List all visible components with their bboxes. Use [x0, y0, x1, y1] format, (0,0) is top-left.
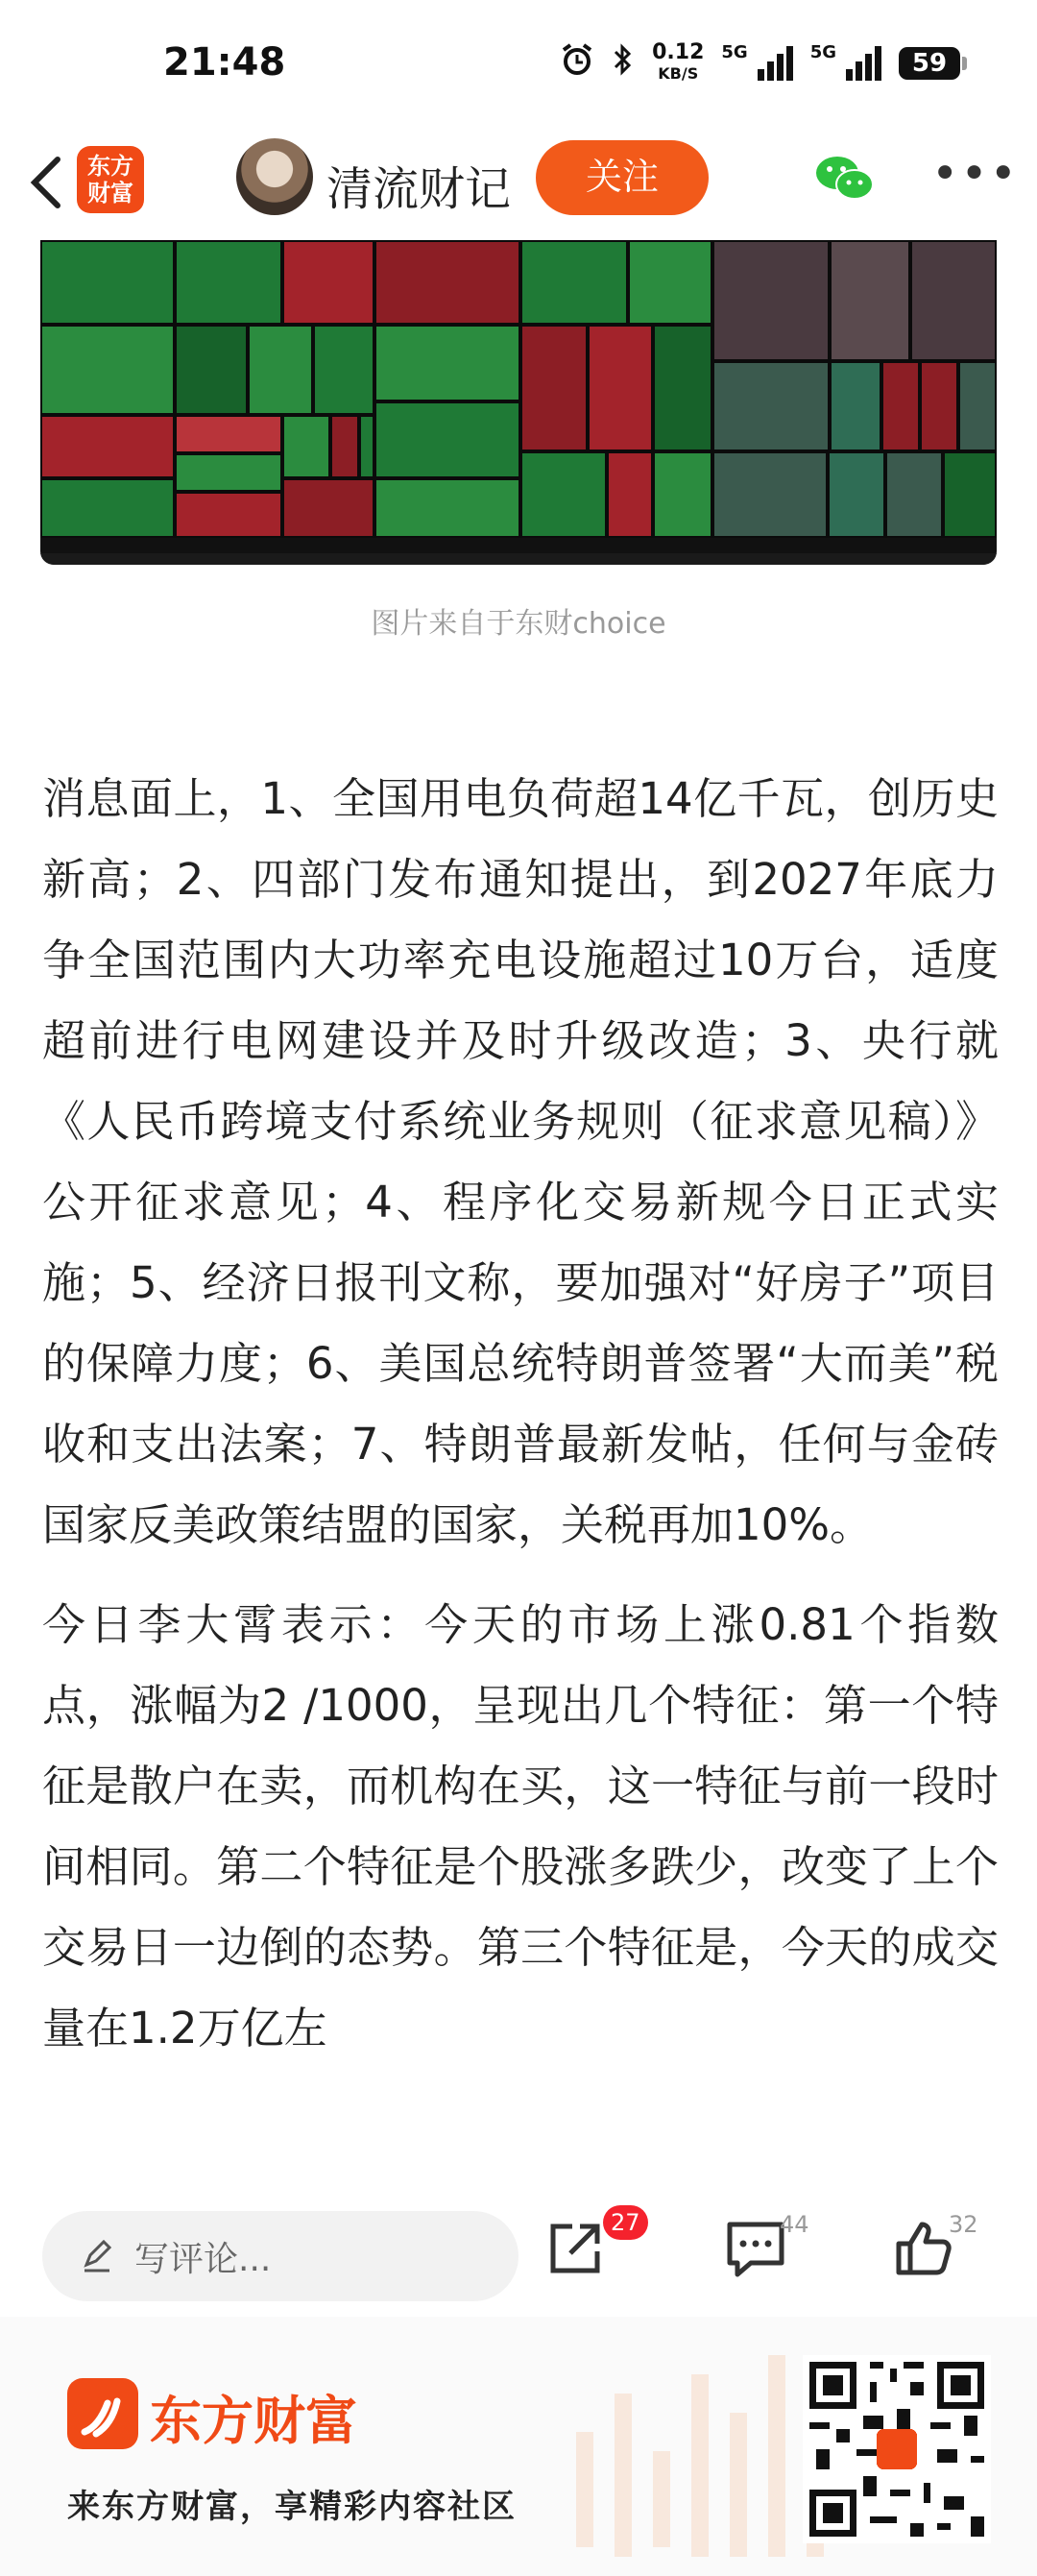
pencil-icon	[81, 2240, 113, 2272]
app-logo[interactable]: 东方财富	[77, 146, 144, 213]
promo-tagline: 来东方财富，享精彩内容社区	[67, 2488, 517, 2526]
article-body	[42, 759, 999, 2088]
bottom-action-bar	[0, 2190, 1037, 2315]
follow-button[interactable]: 关注	[536, 140, 709, 215]
market-heatmap-image	[40, 240, 997, 565]
wechat-share-icon[interactable]	[814, 154, 876, 204]
article-header	[0, 125, 1037, 240]
status-bar	[0, 0, 1037, 125]
share-icon	[542, 2215, 609, 2282]
comment-placeholder: 写评论...	[134, 2239, 272, 2279]
account-name[interactable]: 清流财记	[326, 162, 512, 216]
alarm-icon	[560, 42, 594, 85]
avatar[interactable]	[236, 138, 313, 215]
like-count: 32	[949, 2211, 978, 2238]
bluetooth-icon	[612, 42, 635, 85]
qr-code	[803, 2355, 991, 2543]
image-caption: 图片来自于东财choice	[371, 607, 666, 641]
signal-icon	[758, 46, 793, 81]
status-icons	[560, 42, 960, 85]
article-paragraph: 今日李大霄表示：今天的市场上涨0.81个指数点，涨幅为2 /1000，呈现出几个特征：第一个特征是散户在卖，而机构在买，这一特征与前一段时间相同。第二个特征是个股涨多跌少，改变了上个交易日一边倒的态势。第三个特征是，今天的成交量在1.2万亿左	[42, 1599, 999, 2054]
signal-icon	[846, 46, 881, 81]
status-time: 21:48	[163, 40, 286, 85]
battery-icon: 59	[899, 47, 960, 80]
share-count-badge: 27	[603, 2205, 648, 2240]
eastmoney-logo	[67, 2378, 138, 2449]
more-options-icon[interactable]: •••	[931, 147, 1019, 201]
back-button[interactable]	[17, 144, 75, 221]
sim1-label: 5G	[721, 42, 748, 62]
chevron-left-icon	[27, 154, 65, 211]
comment-input[interactable]	[42, 2211, 518, 2301]
article-paragraph: 消息面上，1、全国用电负荷超14亿千瓦，创历史新高；2、四部门发布通知提出，到2027年底力争全国范围内大功率充电设施超过10万台，适度超前进行电网建设并及时升级改造；3、央行就《人民币跨境支付系统业务规则（征求意见稿）》公开征求意见；4、程序化交易新规今日正式实施；5、经济日报刊文称，要加强对“好房子”项目的保障力度；6、美国总统特朗普签署“大而美”税收和支出法案；7、特朗普最新发帖，任何与金砖国家反美政策结盟的国家，关税再加10%。	[42, 773, 999, 1550]
promo-brand: 东方财富	[150, 2391, 357, 2451]
sim2-label: 5G	[809, 42, 836, 62]
network-speed: 0.12 KB/S	[652, 40, 705, 83]
candlestick-decoration	[557, 2317, 845, 2576]
app-promo-banner[interactable]	[0, 2317, 1037, 2576]
comment-count: 44	[780, 2211, 809, 2238]
